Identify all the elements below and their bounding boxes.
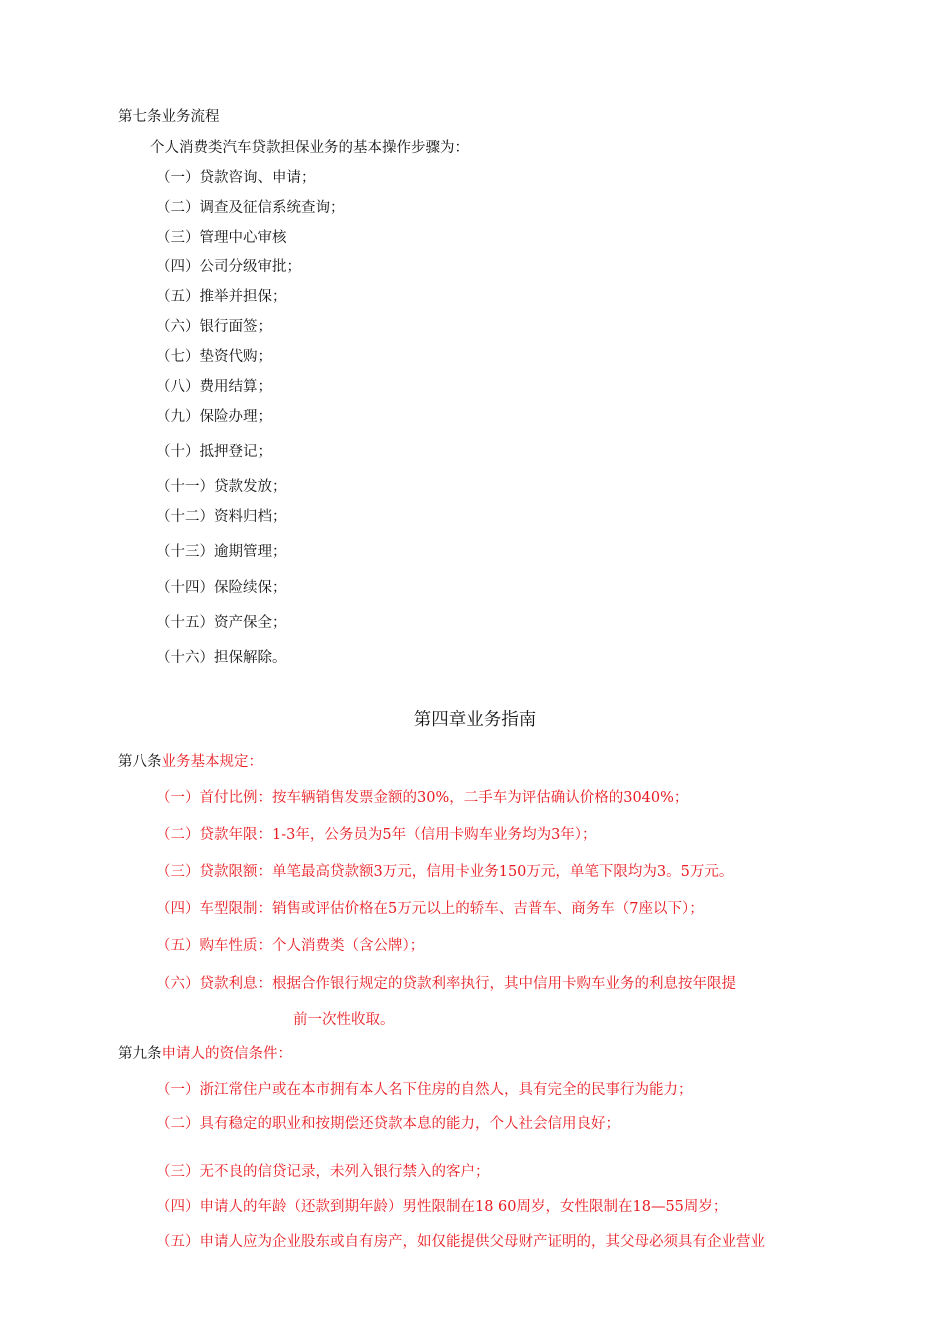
article-9-title: 申请人的资信条件：: [161, 1046, 292, 1062]
rule-item: （三）贷款限额：单笔最高贷款额3万元，信用卡业务150万元，单笔下限均为3。5万元。: [156, 864, 734, 880]
step-item: （十一）贷款发放；: [156, 479, 287, 495]
step-item: （三）管理中心审核: [156, 230, 287, 246]
step-item: （十）抵押登记；: [156, 444, 272, 460]
step-item: （六）银行面签；: [156, 319, 272, 335]
rule-item-continuation: 前一次性收取。: [293, 1012, 395, 1028]
chapter-title: 第四章业务指南: [413, 710, 537, 730]
rule-item: （六）贷款利息：根据合作银行规定的贷款利率执行，其中信用卡购车业务的利息按年限提: [156, 976, 736, 992]
condition-item: （五）申请人应为企业股东或自有房产，如仅能提供父母财产证明的，其父母必须具有企业营业: [156, 1234, 765, 1250]
condition-item: （二）具有稳定的职业和按期偿还贷款本息的能力，个人社会信用良好；: [156, 1116, 620, 1132]
condition-item: （四）申请人的年龄（还款到期年龄）男性限制在18 60周岁，女性限制在18—55周岁；: [156, 1199, 728, 1215]
article-9-prefix: 第九条: [118, 1046, 162, 1062]
rule-item: （四）车型限制：销售或评估价格在5万元以上的轿车、吉普车、商务车（7座以下）；: [156, 901, 704, 917]
article-8-prefix: 第八条: [118, 754, 162, 770]
condition-item: （一）浙江常住户或在本市拥有本人名下住房的自然人，具有完全的民事行为能力；: [156, 1082, 693, 1098]
step-item: （十三）逾期管理；: [156, 544, 287, 560]
step-item: （二）调查及征信系统查询；: [156, 200, 345, 216]
article-8-title: 业务基本规定：: [161, 754, 263, 770]
step-item: （四）公司分级审批；: [156, 259, 301, 275]
step-item: （十六）担保解除。: [156, 650, 287, 666]
article-7-intro: 个人消费类汽车贷款担保业务的基本操作步骤为：: [150, 140, 469, 156]
step-item: （八）费用结算；: [156, 379, 272, 395]
article-9-heading: [118, 1045, 292, 1063]
step-item: （九）保险办理；: [156, 409, 272, 425]
rule-item: （五）购车性质：个人消费类（含公牌）；: [156, 938, 425, 954]
step-item: （一）贷款咨询、申请；: [156, 170, 316, 186]
step-item: （十四）保险续保；: [156, 580, 287, 596]
step-item: （五）推举并担保；: [156, 289, 287, 305]
condition-item: （三）无不良的信贷记录，未列入银行禁入的客户；: [156, 1164, 490, 1180]
rule-item: （二）贷款年限：1-3年，公务员为5年（信用卡购车业务均为3年）；: [156, 827, 597, 843]
article-7-title: 第七条业务流程: [118, 109, 220, 125]
step-item: （十五）资产保全；: [156, 615, 287, 631]
article-8-heading: [118, 753, 263, 771]
step-item: （十二）资料归档；: [156, 509, 287, 525]
step-item: （七）垫资代购；: [156, 349, 272, 365]
rule-item: （一）首付比例：按车辆销售发票金额的30%，二手车为评估确认价格的3040%；: [156, 790, 689, 806]
